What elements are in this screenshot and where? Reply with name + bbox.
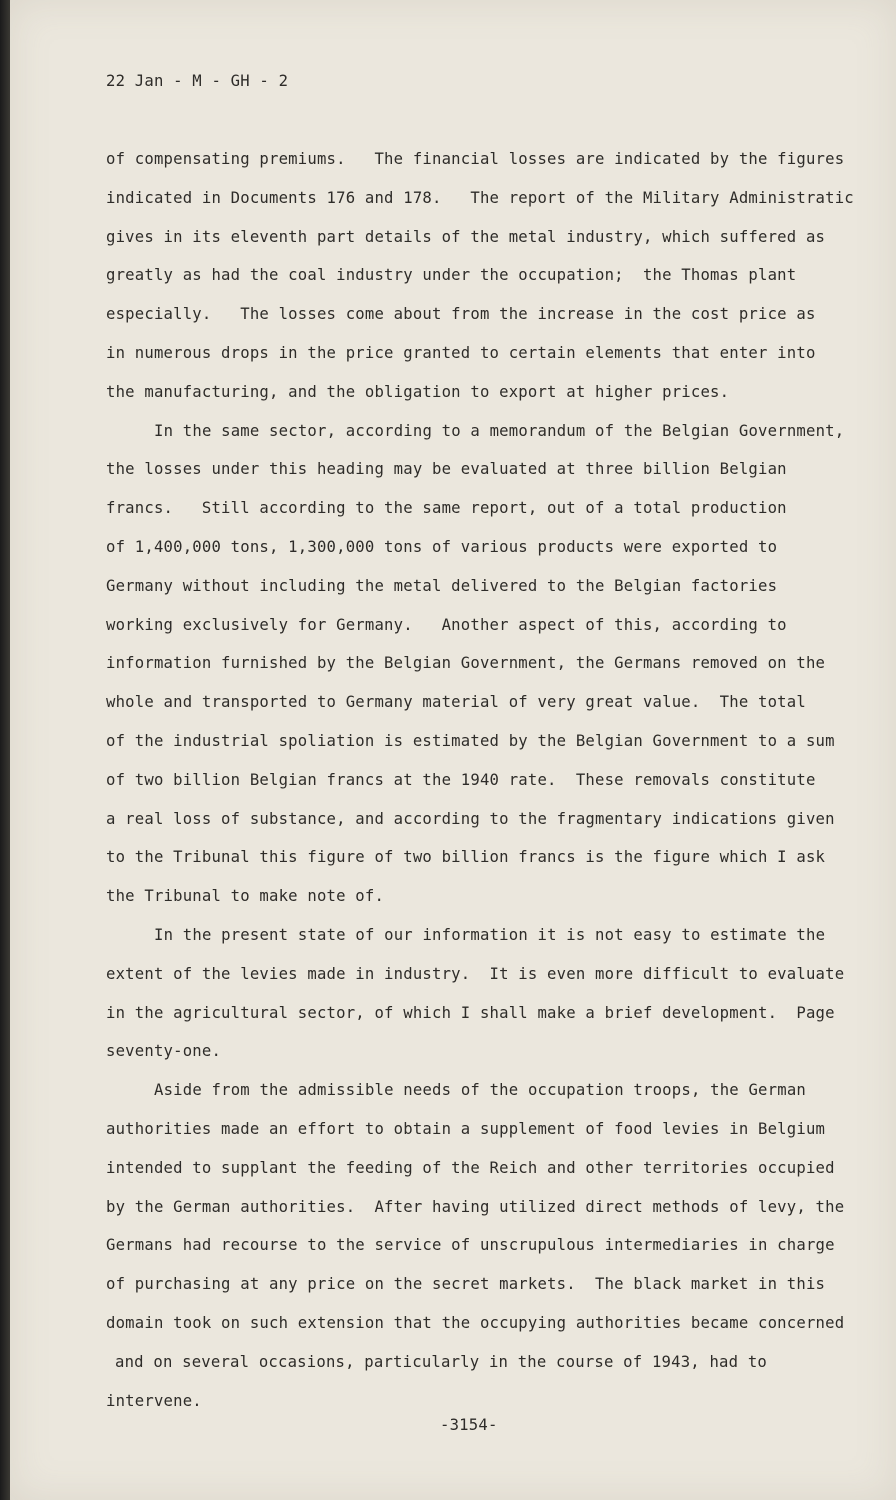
text-line: information furnished by the Belgian Government, the Germans removed on the	[106, 654, 826, 673]
text-line: domain took on such extension that the occupying authorities became concerned	[106, 1313, 845, 1332]
page-number: -3154-	[440, 1416, 498, 1434]
paragraph-start-line: Aside from the admissible needs of the occupation troops, the German	[154, 1081, 806, 1100]
text-line: extent of the levies made in industry. It is even more difficult to evaluate	[106, 964, 845, 983]
text-line: by the German authorities. After having utilized direct methods of levy, the	[106, 1197, 845, 1216]
text-line: greatly as had the coal industry under the occupation; the Thomas plant	[106, 266, 797, 285]
document-body	[106, 147, 886, 1427]
text-line: francs. Still according to the same report, out of a total production	[106, 499, 787, 518]
text-line: gives in its eleventh part details of the metal industry, which suffered as	[106, 227, 826, 246]
text-line: of compensating premiums. The financial losses are indicated by the figures	[106, 150, 845, 168]
text-line: working exclusively for Germany. Another aspect of this, according to	[106, 615, 787, 634]
text-line: indicated in Documents 176 and 178. The report of the Military Administratic	[106, 188, 854, 207]
text-line: of the industrial spoliation is estimated by the Belgian Government to a sum	[106, 731, 835, 750]
text-line: the losses under this heading may be evaluated at three billion Belgian	[106, 460, 787, 479]
scan-left-edge	[0, 0, 10, 1500]
text-line: authorities made an effort to obtain a supplement of food levies in Belgium	[106, 1119, 826, 1138]
text-line: especially. The losses come about from the increase in the cost price as	[106, 305, 816, 324]
paragraph-start-line: In the same sector, according to a memorandum of the Belgian Government,	[154, 421, 845, 440]
text-line: seventy-one.	[106, 1042, 222, 1061]
text-line: Germans had recourse to the service of unscrupulous intermediaries in charge	[106, 1236, 835, 1255]
text-line: the Tribunal to make note of.	[106, 887, 385, 906]
document-page	[10, 0, 896, 1500]
text-line: of 1,400,000 tons, 1,300,000 tons of various products were exported to	[106, 537, 778, 556]
text-line: of two billion Belgian francs at the 1940 rate. These removals constitute	[106, 770, 816, 789]
text-line: the manufacturing, and the obligation to export at higher prices.	[106, 382, 730, 401]
text-line: in numerous drops in the price granted to certain elements that enter into	[106, 343, 816, 362]
text-line: Germany without including the metal delivered to the Belgian factories	[106, 576, 778, 595]
text-line: and on several occasions, particularly in the course of 1943, had to	[115, 1352, 767, 1371]
text-line: whole and transported to Germany material of very great value. The total	[106, 693, 806, 712]
text-line: intended to supplant the feeding of the Reich and other territories occupied	[106, 1158, 835, 1177]
paragraph-start-line: In the present state of our information it is not easy to estimate the	[154, 925, 826, 944]
page-header: 22 Jan - M - GH - 2	[106, 72, 289, 90]
text-line: in the agricultural sector, of which I shall make a brief development. Page	[106, 1003, 835, 1022]
text-line: intervene.	[106, 1391, 202, 1410]
text-line: of purchasing at any price on the secret markets. The black market in this	[106, 1275, 826, 1294]
text-line: to the Tribunal this figure of two billion francs is the figure which I ask	[106, 848, 826, 867]
text-line: a real loss of substance, and according to the fragmentary indications given	[106, 809, 835, 828]
